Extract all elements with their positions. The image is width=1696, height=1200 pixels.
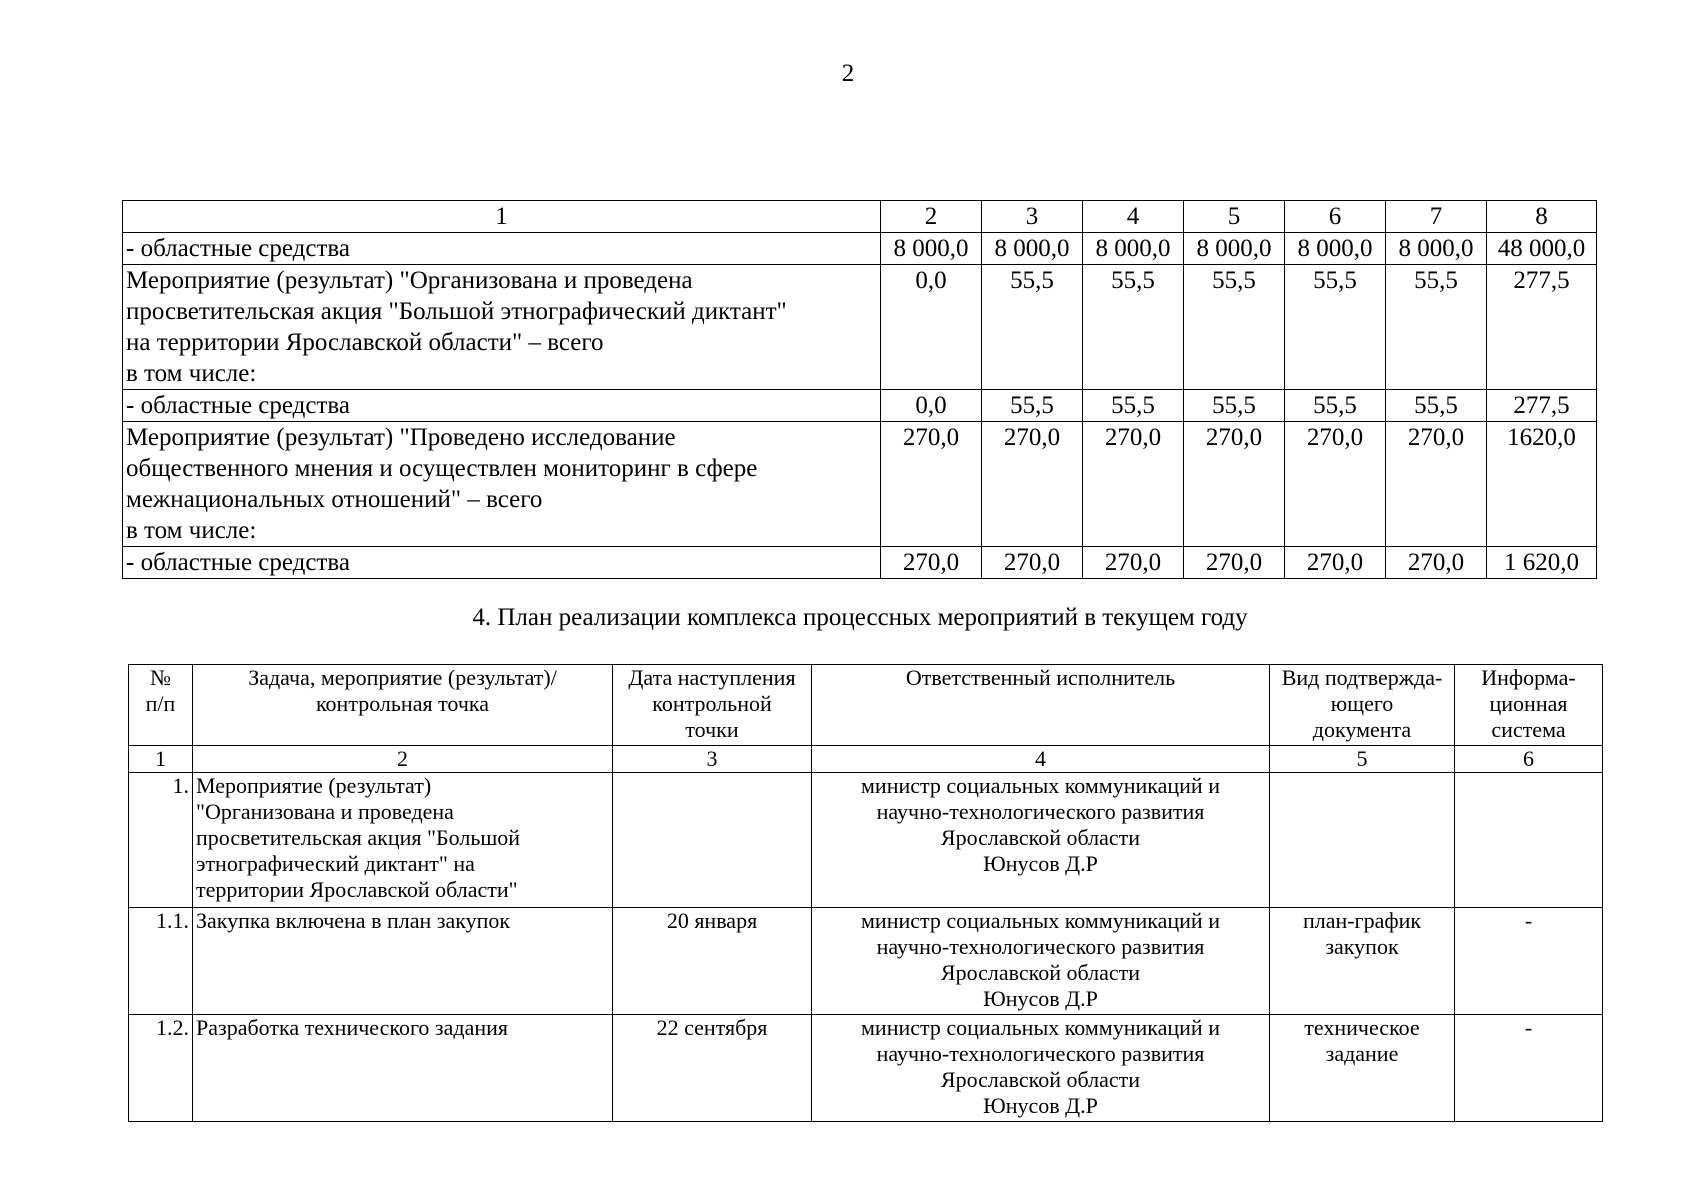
finance-value-cell: 55,5 xyxy=(1285,390,1386,422)
executor-line: министр социальных коммуникаций и xyxy=(861,908,1220,933)
document-line: закупок xyxy=(1325,934,1399,959)
executor-line: министр социальных коммуникаций и xyxy=(861,773,1220,798)
row-task xyxy=(193,1015,613,1122)
finance-row-label xyxy=(123,233,881,265)
plan-column-number: 2 xyxy=(193,746,613,773)
finance-value-cell: 55,5 xyxy=(1083,390,1184,422)
finance-value-cell: 55,5 xyxy=(1386,265,1487,390)
row-system xyxy=(1455,773,1603,908)
plan-header-line: документа xyxy=(1312,717,1412,742)
plan-column-number-row xyxy=(129,746,1603,773)
finance-label-line: просветительская акция "Большой этнографический диктант" xyxy=(126,298,787,325)
finance-value-cell: 270,0 xyxy=(1386,422,1487,547)
row-document xyxy=(1270,773,1455,908)
task-line: территории Ярославской области" xyxy=(196,877,518,902)
finance-value-cell: 270,0 xyxy=(881,422,982,547)
finance-row xyxy=(123,547,1597,579)
executor-line: Ярославской области xyxy=(940,825,1141,850)
row-task xyxy=(193,773,613,908)
row-number: 1.2. xyxy=(129,1015,193,1122)
task-line: просветительская акция "Большой xyxy=(196,825,521,850)
finance-header-cell: 8 xyxy=(1487,201,1597,233)
plan-header-line: Дата наступления xyxy=(628,665,796,690)
finance-header-cell: 2 xyxy=(881,201,982,233)
finance-value-cell: 270,0 xyxy=(881,547,982,579)
finance-label-line: - областные средства xyxy=(126,392,350,419)
finance-value-cell: 55,5 xyxy=(1184,265,1285,390)
table-row xyxy=(129,908,1603,1015)
finance-header-cell: 1 xyxy=(123,201,881,233)
finance-row xyxy=(123,233,1597,265)
document-line: техническое xyxy=(1304,1015,1420,1040)
table-row xyxy=(129,773,1603,908)
finance-row-label xyxy=(123,547,881,579)
finance-value-cell: 48 000,0 xyxy=(1487,233,1597,265)
task-line: Разработка технического задания xyxy=(196,1015,508,1040)
finance-value-cell: 55,5 xyxy=(1386,390,1487,422)
finance-value-cell: 270,0 xyxy=(1285,547,1386,579)
row-executor xyxy=(812,773,1270,908)
document-line: план-график xyxy=(1302,908,1422,933)
row-date xyxy=(613,773,812,908)
finance-label-line: на территории Ярославской области" – всего xyxy=(126,329,604,356)
plan-header-line: контрольной xyxy=(652,691,772,716)
finance-row xyxy=(123,390,1597,422)
plan-header-cell xyxy=(129,665,193,746)
executor-line: Ярославской области xyxy=(940,1067,1141,1092)
finance-value-cell: 8 000,0 xyxy=(1083,233,1184,265)
row-date: 22 сентября xyxy=(613,1015,812,1122)
finance-value-cell: 270,0 xyxy=(1386,547,1487,579)
finance-label-line: общественного мнения и осуществлен мониторинг в сфере xyxy=(126,455,758,482)
finance-value-cell: 270,0 xyxy=(982,547,1083,579)
finance-value-cell: 277,5 xyxy=(1487,265,1597,390)
page-number: 2 xyxy=(841,60,855,87)
plan-header-line: Ответственный исполнитель xyxy=(905,665,1176,690)
plan-header-line: точки xyxy=(685,717,739,742)
finance-row-label xyxy=(123,390,881,422)
finance-value-cell: 0,0 xyxy=(881,390,982,422)
plan-header-line: п/п xyxy=(145,691,176,716)
finance-header-cell: 5 xyxy=(1184,201,1285,233)
plan-header-line: Информа- xyxy=(1481,665,1576,690)
plan-header-cell xyxy=(613,665,812,746)
executor-line: научно-технологического развития xyxy=(876,934,1205,959)
row-date: 20 января xyxy=(613,908,812,1015)
plan-header-line: Вид подтвержда- xyxy=(1281,665,1443,690)
finance-label-line: - областные средства xyxy=(126,549,350,576)
finance-value-cell: 8 000,0 xyxy=(1386,233,1487,265)
finance-value-cell: 55,5 xyxy=(982,390,1083,422)
finance-value-cell: 8 000,0 xyxy=(982,233,1083,265)
plan-header-line: ционная xyxy=(1489,691,1568,716)
row-document xyxy=(1270,908,1455,1015)
row-number: 1. xyxy=(129,773,193,908)
executor-line: Ярославской области xyxy=(940,960,1141,985)
finance-value-cell: 270,0 xyxy=(1285,422,1386,547)
row-executor xyxy=(812,1015,1270,1122)
finance-header-cell: 6 xyxy=(1285,201,1386,233)
row-task xyxy=(193,908,613,1015)
finance-value-cell: 55,5 xyxy=(982,265,1083,390)
finance-header-cell: 4 xyxy=(1083,201,1184,233)
task-line: Мероприятие (результат) xyxy=(196,773,432,798)
plan-column-number: 3 xyxy=(613,746,812,773)
row-system: - xyxy=(1455,908,1603,1015)
finance-value-cell: 270,0 xyxy=(1184,422,1285,547)
row-executor xyxy=(812,908,1270,1015)
finance-label-line: Мероприятие (результат) "Проведено исследование xyxy=(126,424,676,451)
finance-value-cell: 270,0 xyxy=(982,422,1083,547)
task-line: Закупка включена в план закупок xyxy=(196,908,511,933)
executor-line: министр социальных коммуникаций и xyxy=(861,1015,1220,1040)
plan-header-line: Задача, мероприятие (результат)/ xyxy=(248,665,557,690)
finance-row-label xyxy=(123,422,881,547)
executor-line: Юнусов Д.Р xyxy=(983,1093,1098,1118)
section-title: 4. План реализации комплекса процессных мероприятий в текущем году xyxy=(472,604,1248,631)
executor-line: Юнусов Д.Р xyxy=(983,851,1098,876)
plan-column-number: 5 xyxy=(1270,746,1455,773)
finance-value-cell: 270,0 xyxy=(1083,547,1184,579)
row-number: 1.1. xyxy=(129,908,193,1015)
plan-column-number: 4 xyxy=(812,746,1270,773)
executor-line: Юнусов Д.Р xyxy=(983,986,1098,1011)
plan-header-cell xyxy=(193,665,613,746)
finance-row xyxy=(123,265,1597,390)
finance-label-line: Мероприятие (результат) "Организована и проведена xyxy=(126,267,693,294)
plan-header-cell xyxy=(1455,665,1603,746)
finance-value-cell: 55,5 xyxy=(1285,265,1386,390)
document-line: задание xyxy=(1325,1041,1399,1066)
finance-table xyxy=(122,200,1597,579)
finance-label-line: в том числе: xyxy=(126,360,257,387)
plan-header-row xyxy=(129,665,1603,746)
finance-value-cell: 277,5 xyxy=(1487,390,1597,422)
finance-value-cell: 8 000,0 xyxy=(881,233,982,265)
plan-header-line: контрольная точка xyxy=(315,691,490,716)
finance-value-cell: 8 000,0 xyxy=(1184,233,1285,265)
finance-value-cell: 270,0 xyxy=(1184,547,1285,579)
executor-line: научно-технологического развития xyxy=(876,1041,1205,1066)
finance-header-cell: 3 xyxy=(982,201,1083,233)
finance-label-line: межнациональных отношений" – всего xyxy=(126,486,543,513)
table-row xyxy=(129,1015,1603,1122)
task-line: "Организована и проведена xyxy=(196,799,454,824)
finance-value-cell: 55,5 xyxy=(1083,265,1184,390)
finance-value-cell: 55,5 xyxy=(1184,390,1285,422)
plan-header-cell xyxy=(812,665,1270,746)
finance-value-cell: 1 620,0 xyxy=(1487,547,1597,579)
finance-label-line: в том числе: xyxy=(126,517,257,544)
finance-header-cell: 7 xyxy=(1386,201,1487,233)
plan-header-cell xyxy=(1270,665,1455,746)
row-system: - xyxy=(1455,1015,1603,1122)
finance-value-cell: 1620,0 xyxy=(1487,422,1597,547)
finance-value-cell: 0,0 xyxy=(881,265,982,390)
finance-label-line: - областные средства xyxy=(126,235,350,262)
plan-header-line: ющего xyxy=(1330,691,1394,716)
finance-value-cell: 270,0 xyxy=(1083,422,1184,547)
finance-row-label xyxy=(123,265,881,390)
plan-column-number: 1 xyxy=(129,746,193,773)
plan-column-number: 6 xyxy=(1455,746,1603,773)
executor-line: научно-технологического развития xyxy=(876,799,1205,824)
row-document xyxy=(1270,1015,1455,1122)
finance-header-row xyxy=(123,201,1597,233)
finance-value-cell: 8 000,0 xyxy=(1285,233,1386,265)
plan-header-line: система xyxy=(1491,717,1566,742)
task-line: этнографический диктант" на xyxy=(196,851,475,876)
plan-header-line: № xyxy=(150,665,171,690)
finance-row xyxy=(123,422,1597,547)
plan-table xyxy=(128,664,1603,1122)
